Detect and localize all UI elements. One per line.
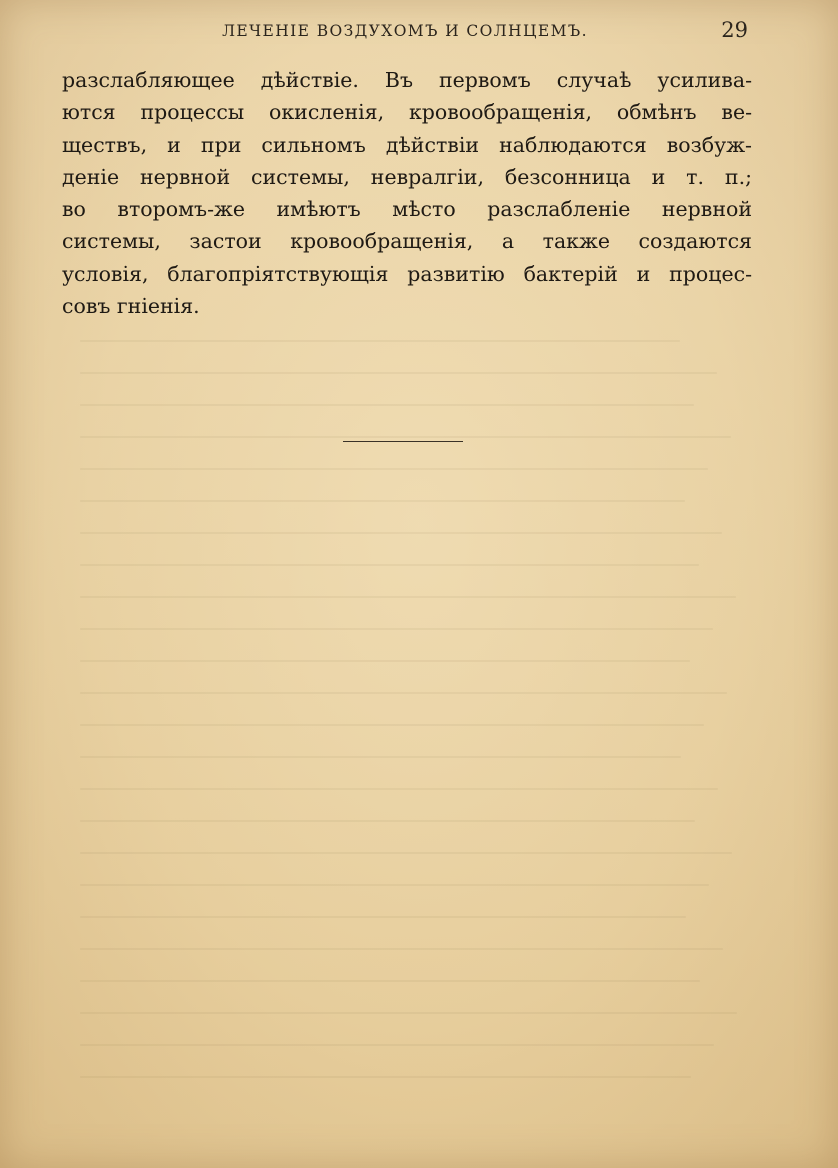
show-through-line: [80, 596, 736, 598]
show-through-line: [80, 916, 686, 918]
text-line: ются процессы окисленія, кровообращенія, обмѣнъ ве-: [62, 100, 752, 125]
text-line: во второмъ-же имѣютъ мѣсто разслабленіе нервной: [62, 197, 752, 222]
show-through-line: [80, 1044, 714, 1046]
show-through-line: [80, 340, 680, 342]
show-through-line: [80, 948, 723, 950]
show-through-line: [80, 660, 690, 662]
text-line: разслабляющее дѣйствіе. Въ первомъ случаѣ усилива-: [62, 68, 752, 92]
show-through-line: [80, 756, 681, 758]
show-through-line: [80, 564, 699, 566]
show-through-line: [80, 852, 732, 854]
body-paragraph: [62, 64, 752, 322]
text-line: условія, благопріятствующія развитію бактерій и процес-: [62, 261, 752, 286]
show-through-line: [80, 788, 718, 790]
show-through-line: [80, 436, 731, 438]
show-through-line: [80, 468, 708, 470]
show-through-line: [80, 692, 727, 694]
show-through-line: [80, 532, 722, 534]
section-end-rule: [343, 441, 463, 442]
show-through-line: [80, 1076, 691, 1078]
page-header: [60, 18, 750, 48]
text-line: системы, застои кровообращенія, а также создаются: [62, 229, 752, 254]
show-through-line: [80, 980, 700, 982]
running-head: ЛЕЧЕНІЕ ВОЗДУХОМЪ И СОЛНЦЕМЪ.: [222, 22, 588, 40]
show-through-line: [80, 724, 704, 726]
show-through-line: [80, 372, 717, 374]
show-through-texture: [60, 300, 760, 1130]
show-through-line: [80, 1012, 737, 1014]
show-through-line: [80, 820, 695, 822]
show-through-line: [80, 884, 709, 886]
text-line: ществъ, и при сильномъ дѣйствіи наблюдаются возбуж-: [62, 132, 752, 157]
text-line: совъ гніенія.: [62, 294, 200, 319]
show-through-line: [80, 500, 685, 502]
text-line: деніе нервной системы, невралгіи, безсонница и т. п.;: [62, 164, 752, 189]
show-through-line: [80, 404, 694, 406]
show-through-line: [80, 628, 713, 630]
page-number: 29: [721, 18, 748, 42]
